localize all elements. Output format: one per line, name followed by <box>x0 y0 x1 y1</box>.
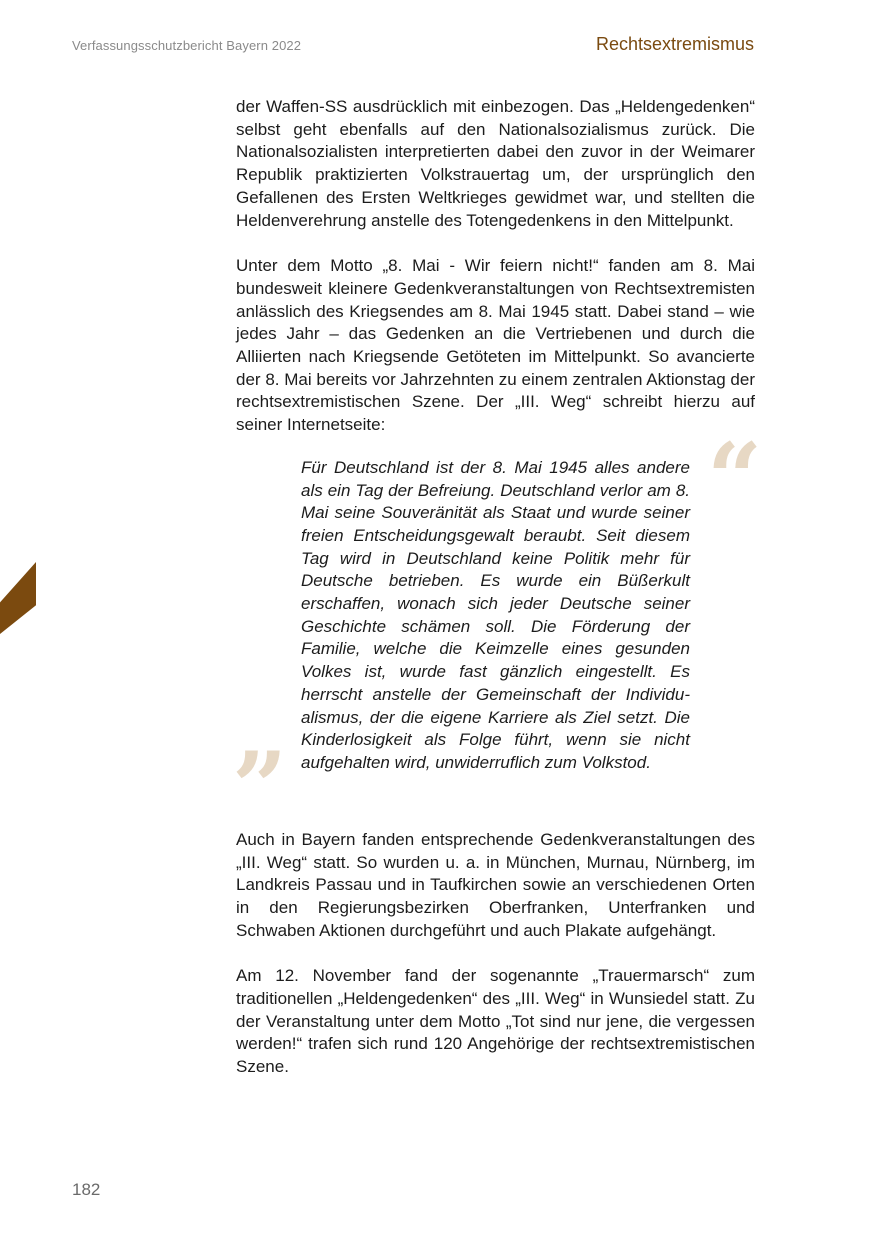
page-number: 182 <box>72 1180 101 1199</box>
quote-text: Für Deutschland ist der 8. Mai 1945 alles andere als ein Tag der Befreiung. Deutschland verlor am 8. Mai seine Souveränität als Staat und wurde seiner freien Entscheidungsgewalt beraubt. Seit diesem Tag wird in Deutschland keine Politik mehr für Deutsche betrieben. Es wurde ein Büßerkult erschaffen, wonach sich jeder Deutsche seiner Geschichte schämen soll. Die Förderung der Familie, welche die Keimzelle eines gesunden Volkes ist, wurde fast gänzlich eingestellt. Es herrscht anstelle der Gemeinschaft der Individualismus, der die eigene Karriere als Ziel setzt. Die Kinderlosigkeit als Folge führt, wenn sie nicht aufgehalten wird, unwiderruflich zum Volkstod. <box>301 457 690 772</box>
section-title: Rechtsextremismus <box>595 34 754 54</box>
paragraph-heldengedenken: der Waffen-SS ausdrücklich mit einbezogen. Das „Heldengedenken“ selbst geht ebenfalls auf den Nationalsozialismus zurück. Die Nationalsozialisten interpretierten dabei den zuvor in der Weimarer Republik praktizierten Volkstrauertag um, der ursprünglich den Gefallenen des Ersten Weltkrieges gewidmet war, und stellten die Heldenverehrung anstelle des Totengedenkens in den Mittelpunkt. <box>236 97 755 230</box>
blockquote <box>232 421 763 844</box>
chapter-tab-marker <box>0 562 36 634</box>
main-content <box>232 96 763 1079</box>
paragraph-8-mai: Unter dem Motto „8. Mai - Wir feiern nicht!“ fanden am 8. Mai bundesweit kleinere Gedenkveranstaltungen von Rechtsextremisten anlässlich des Kriegsendes am 8. Mai 1945 statt. Dabei stand – wie jedes Jahr – das Gedenken an die Vertriebenen und durch die Alliierten nach Kriegsende Getöteten im Mittelpunkt. So avancierte der 8. Mai bereits vor Jahrzehnten zu einem zentralen Aktionstag der rechtsextremistischen Szene. Der „III. Weg“ schreibt hierzu auf seiner Internetseite: <box>236 256 755 435</box>
open-quote-icon: “ <box>707 421 763 535</box>
close-quote-icon: ” <box>232 730 288 844</box>
running-header-title: Verfassungsschutzbericht Bayern 2022 <box>72 38 302 53</box>
paragraph-bayern: Auch in Bayern fanden entsprechende Gedenkveranstaltungen des „III. Weg“ statt. So wurden u. a. in München, Murnau, Nürnberg, im Landkreis Passau und in Taufkirchen sowie an verschiedenen Orten in den Regierungsbezirken Oberfranken, Unterfranken und Schwaben Aktionen durchgeführt und auch Plakate aufgehängt. <box>236 829 755 940</box>
paragraph-wunsiedel: Am 12. November fand der sogenannte „Trauermarsch“ zum traditionellen „Heldengedenken“ des „III. Weg“ in Wunsiedel statt. Zu der Veranstaltung unter dem Motto „Tot sind nur jene, die vergessen werden!“ trafen sich rund 120 Angehörige der rechtsextremistischen Szene. <box>236 966 755 1077</box>
